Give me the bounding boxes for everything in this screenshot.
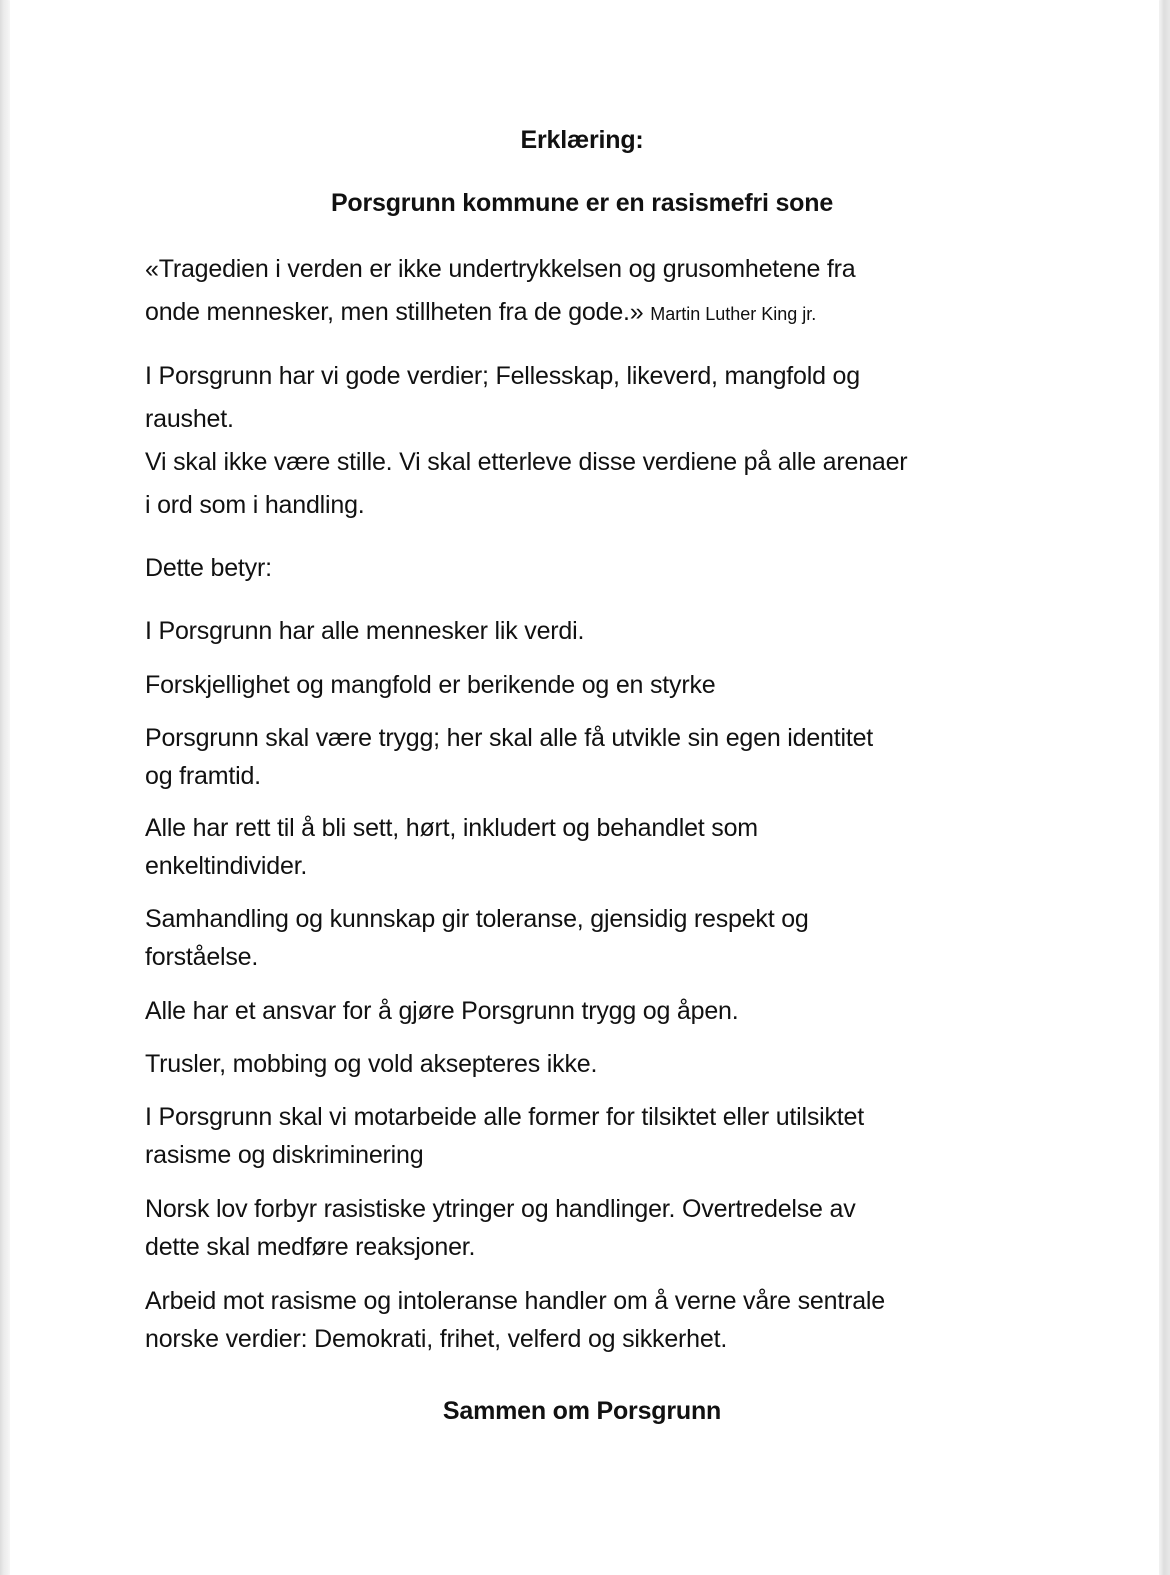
point-line: dette skal medføre reaksjoner. [145, 1233, 476, 1261]
intro-paragraph [145, 355, 1025, 527]
point-10 [145, 1282, 1025, 1358]
intro-line-4: i ord som i handling. [145, 491, 365, 519]
point-5 [145, 900, 1025, 976]
point-8 [145, 1098, 1025, 1174]
point-line: Arbeid mot rasisme og intoleranse handler om å verne våre sentrale [145, 1287, 885, 1315]
point-line: Trusler, mobbing og vold aksepteres ikke. [145, 1050, 598, 1078]
closing-line: Sammen om Porsgrunn [442, 1397, 722, 1425]
quote-paragraph [145, 248, 1025, 336]
document-page [10, 0, 1159, 1575]
document-subtitle: Porsgrunn kommune er en rasismefri sone [330, 189, 834, 217]
point-3 [145, 719, 1025, 795]
point-7 [145, 1045, 1025, 1083]
point-2 [145, 666, 1025, 704]
quote-attribution: Martin Luther King jr. [650, 304, 817, 324]
point-line: Alle har et ansvar for å gjøre Porsgrunn trygg og åpen. [145, 997, 739, 1025]
quote-line-1: «Tragedien i verden er ikke undertrykkelsen og grusomhetene fra [145, 255, 856, 283]
document-title: Erklæring: [520, 126, 644, 154]
point-9 [145, 1190, 1025, 1266]
intro-line-3: Vi skal ikke være stille. Vi skal etterleve disse verdiene på alle arenaer [145, 448, 908, 476]
point-line: Alle har rett til å bli sett, hørt, inkludert og behandlet som [145, 814, 758, 842]
quote-text: onde mennesker, men stillheten fra de gode.» [145, 298, 644, 326]
point-line: Porsgrunn skal være trygg; her skal alle få utvikle sin egen identitet [145, 724, 874, 752]
point-line: forståelse. [145, 943, 259, 971]
point-line: Forskjellighet og mangfold er berikende og en styrke [145, 671, 716, 699]
intro-line-2: raushet. [145, 405, 234, 433]
point-line: I Porsgrunn har alle mennesker lik verdi. [145, 617, 585, 645]
point-6 [145, 992, 1025, 1030]
intro-line-1: I Porsgrunn har vi gode verdier; Fellesskap, likeverd, mangfold og [145, 362, 860, 390]
point-line: enkeltindivider. [145, 852, 308, 880]
lead-in: Dette betyr: [145, 554, 272, 582]
point-line: og framtid. [145, 762, 261, 790]
point-line: Samhandling og kunnskap gir toleranse, gjensidig respekt og [145, 905, 809, 933]
point-line: norske verdier: Demokrati, frihet, velferd og sikkerhet. [145, 1325, 728, 1353]
point-4 [145, 809, 1025, 885]
point-line: rasisme og diskriminering [145, 1141, 424, 1169]
point-1 [145, 612, 1025, 650]
point-line: Norsk lov forbyr rasistiske ytringer og handlinger. Overtredelse av [145, 1195, 856, 1223]
point-line: I Porsgrunn skal vi motarbeide alle former for tilsiktet eller utilsiktet [145, 1103, 865, 1131]
quote-line-2 [145, 291, 1025, 336]
